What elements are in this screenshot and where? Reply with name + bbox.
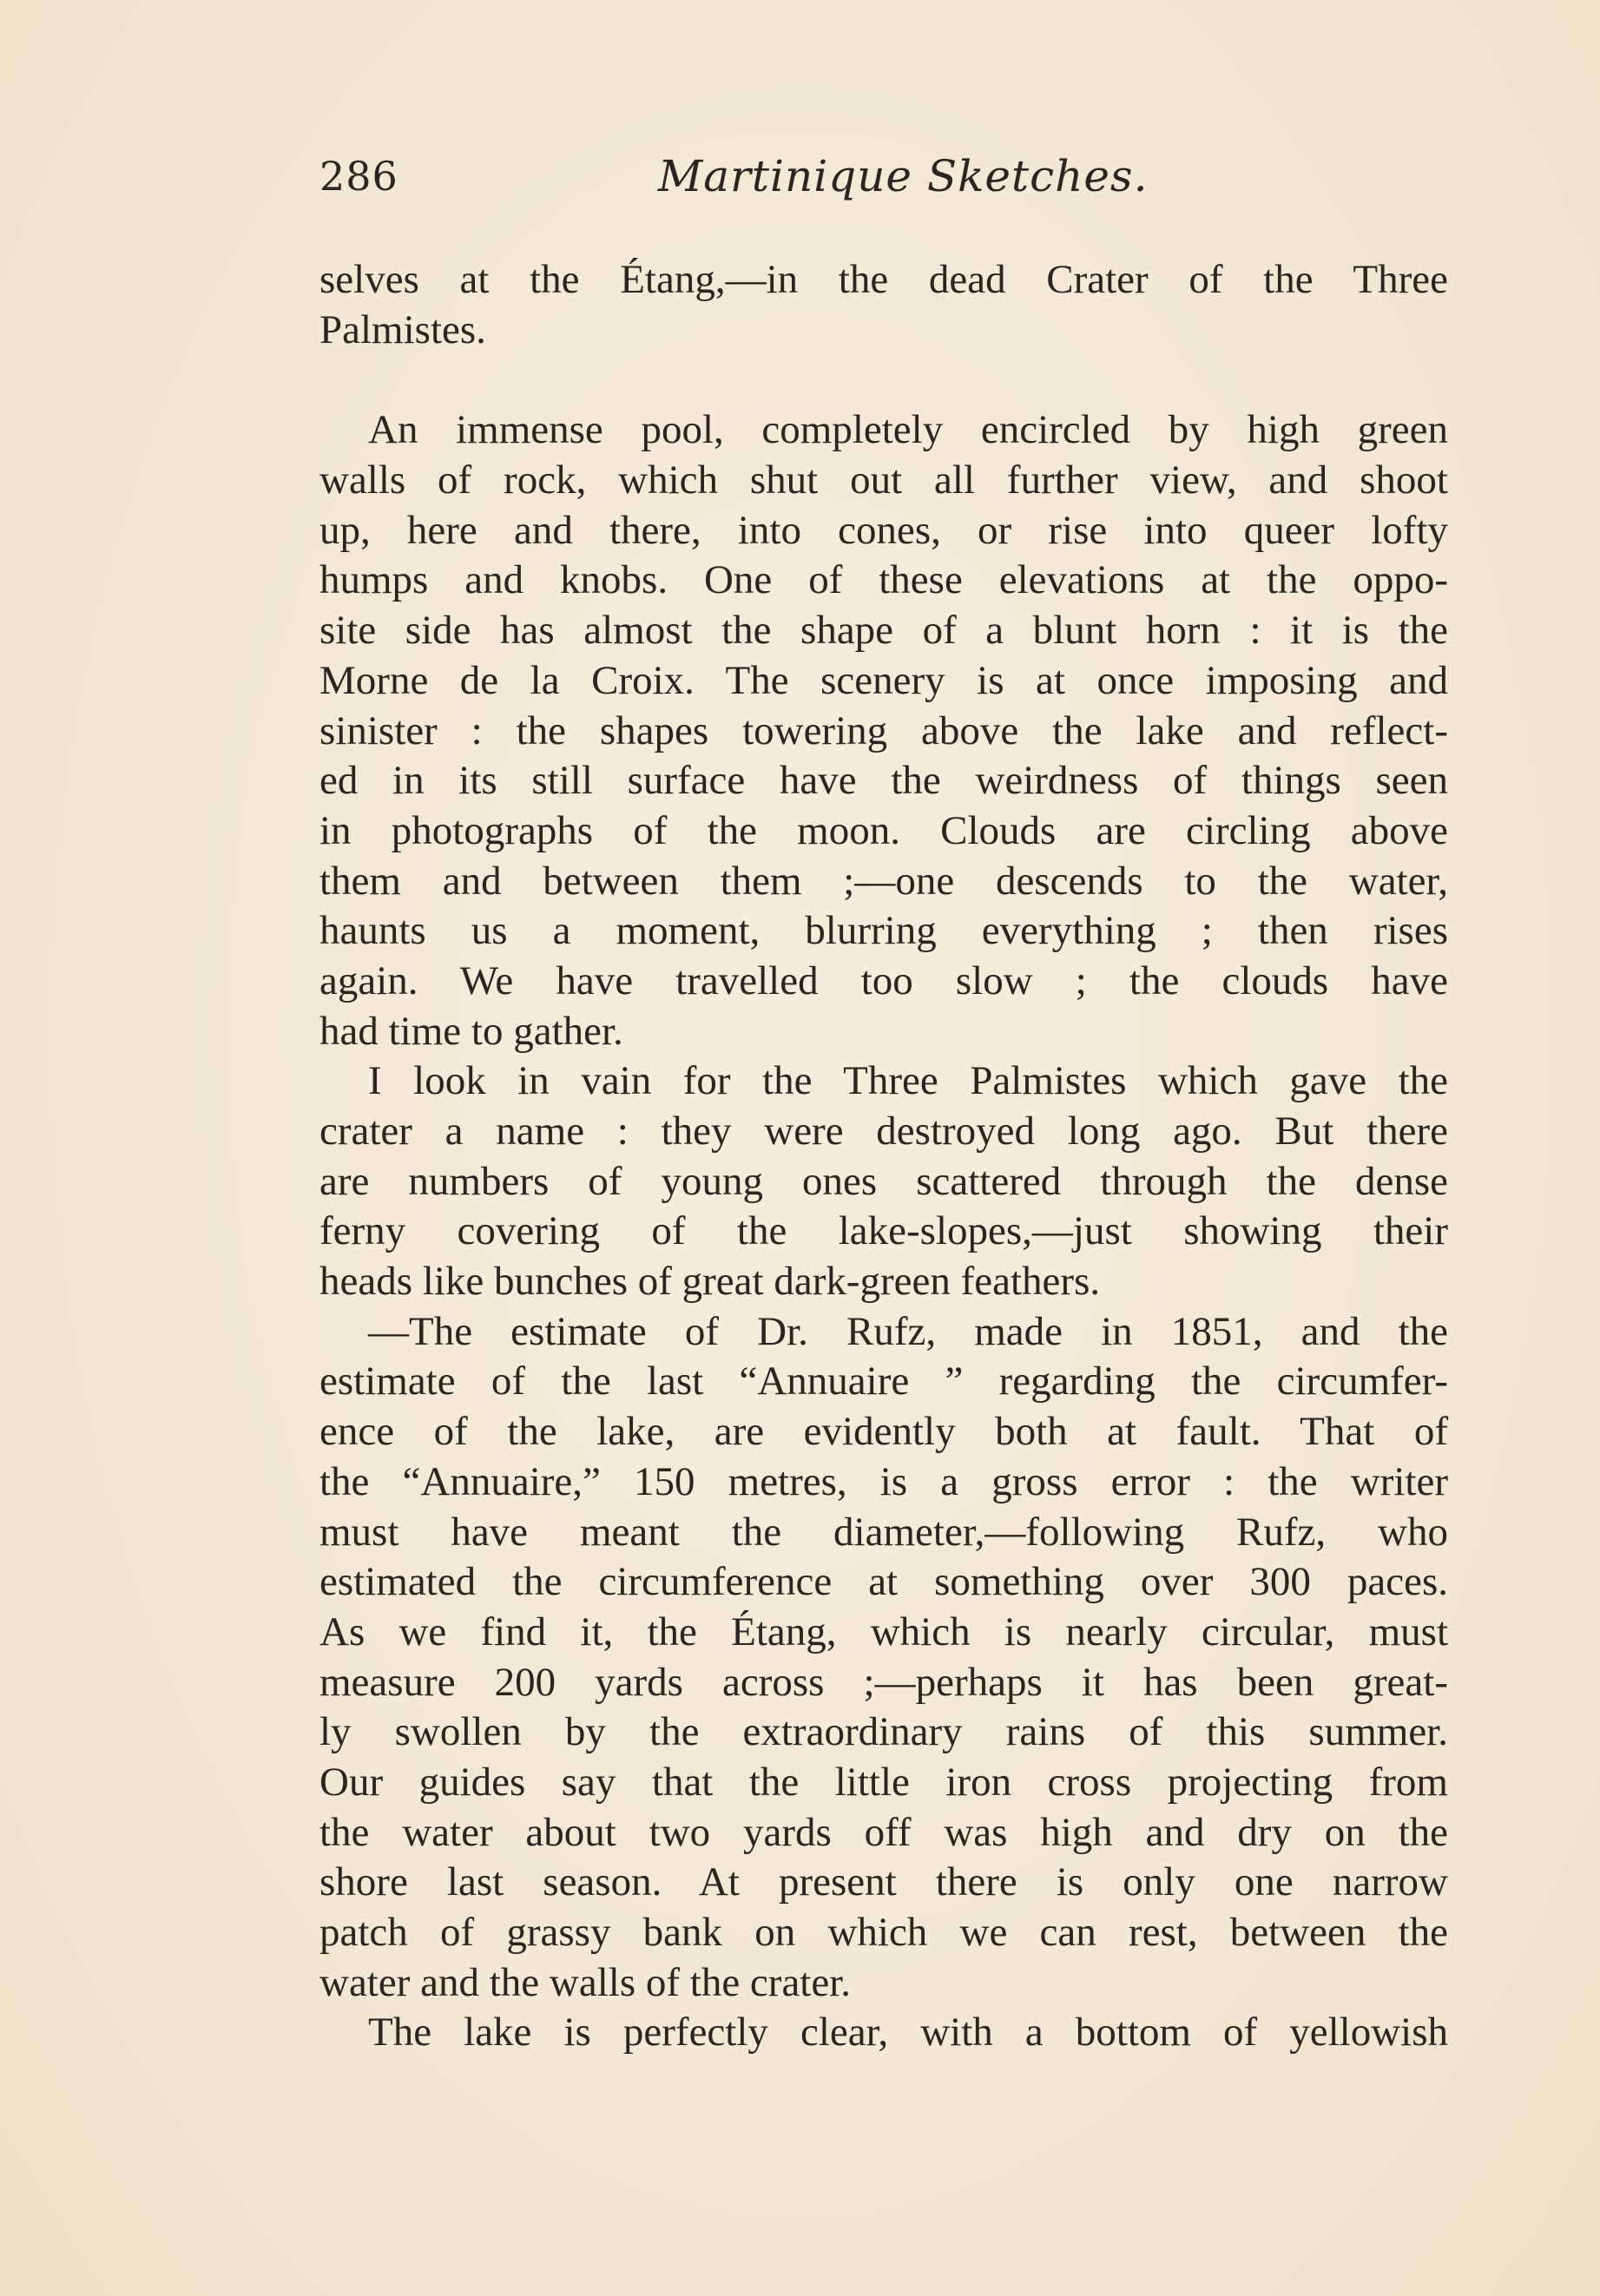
text-line: again. We have travelled too slow ; the clouds have — [319, 957, 1448, 1003]
text-line: crater a name : they were destroyed long ago. But there — [319, 1109, 1448, 1154]
text-line: must have meant the diameter,—following Rufz, who — [319, 1509, 1448, 1555]
text-line: Morne de la Croix. The scenery is at once imposing and — [319, 657, 1448, 703]
text-line: ferny covering of the lake-slopes,—just showing their — [319, 1208, 1448, 1254]
text-line: site side has almost the shape of a blunt horn : it is the — [319, 608, 1448, 654]
text-line: —The estimate of Dr. Rufz, made in 1851, and the — [368, 1308, 1448, 1354]
text-line: up, here and there, into cones, or rise into queer lofty — [319, 507, 1448, 553]
text-line: An immense pool, completely encircled by high green — [368, 407, 1448, 453]
text-line: measure 200 yards across ;—perhaps it has been great- — [319, 1659, 1448, 1705]
text-line: heads like bunches of great dark-green feathers. — [319, 1259, 1101, 1305]
text-line: in photographs of the moon. Clouds are circling above — [319, 807, 1448, 853]
paragraph-gap — [319, 355, 1448, 405]
paragraph — [319, 1056, 1448, 1306]
text-line: selves at the Étang,—in the dead Crater of the Three — [319, 257, 1448, 302]
text-line: haunts us a moment, blurring everything ; then rises — [319, 908, 1448, 954]
text-line: water and the walls of the crater. — [319, 1959, 852, 2005]
text-line: As we find it, the Étang, which is nearly circular, must — [319, 1609, 1448, 1655]
text-line: patch of grassy bank on which we can rest, between the — [319, 1910, 1448, 1955]
text-line: are numbers of young ones scattered through the dense — [319, 1158, 1448, 1204]
page-header — [319, 146, 1448, 224]
text-line: the “Annuaire,” 150 metres, is a gross error : the writer — [319, 1458, 1448, 1504]
running-title: Martinique Sketches. — [658, 151, 1149, 201]
text-line: I look in vain for the Three Palmistes which gave the — [368, 1058, 1448, 1104]
text-line: Palmistes. — [319, 306, 486, 352]
text-line: ed in its still surface have the weirdness of things seen — [319, 758, 1448, 804]
text-line: estimate of the last “Annuaire ” regarding the circumfer- — [319, 1359, 1448, 1405]
text-line: the water about two yards off was high and dry on the — [319, 1809, 1448, 1855]
text-line: estimated the circumference at something over 300 paces. — [319, 1559, 1448, 1605]
paragraph — [319, 255, 1448, 355]
text-line: had time to gather. — [319, 1008, 623, 1054]
text-line: ly swollen by the extraordinary rains of this summer. — [319, 1709, 1448, 1755]
text-line: ence of the lake, are evidently both at fault. That of — [319, 1409, 1448, 1455]
text-line: shore last season. At present there is only one narrow — [319, 1859, 1448, 1905]
text-line: humps and knobs. One of these elevations at the oppo- — [319, 557, 1448, 603]
text-line: walls of rock, which shut out all further view, and shoot — [319, 457, 1448, 503]
text-line: Our guides say that the little iron cross projecting from — [319, 1759, 1448, 1805]
paragraph — [319, 405, 1448, 1056]
text-line: The lake is perfectly clear, with a bottom of yellowish — [368, 2010, 1448, 2056]
page-number: 286 — [319, 153, 398, 200]
text-line: sinister : the shapes towering above the lake and reflect- — [319, 707, 1448, 753]
body-text — [319, 255, 1448, 2058]
paragraph — [319, 1307, 1448, 2009]
text-line: them and between them ;—one descends to the water, — [319, 858, 1448, 904]
paragraph — [319, 2008, 1448, 2058]
